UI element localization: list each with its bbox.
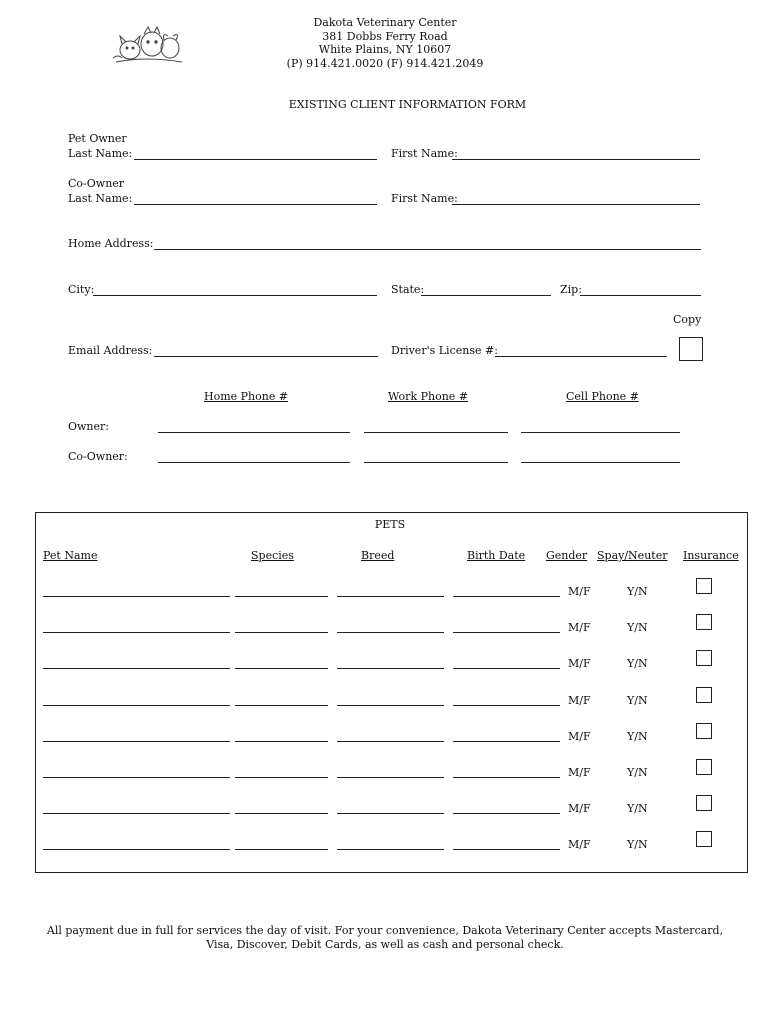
work-phone-header: Work Phone #	[388, 390, 469, 403]
state-label: State:	[391, 283, 425, 296]
co-owner-last-name-label: Last Name:	[68, 192, 133, 205]
spay-neuter-option[interactable]: Y/N	[627, 802, 648, 816]
spay-neuter-option[interactable]: Y/N	[627, 766, 648, 779]
insurance-checkbox[interactable]	[696, 831, 712, 847]
col-breed: Breed	[361, 549, 395, 562]
drivers-license-field[interactable]	[495, 356, 667, 357]
clinic-street: 381 Dobbs Ferry Road	[322, 29, 448, 43]
payment-note-line2: Visa, Discover, Debit Cards, as well as cash and personal check.	[206, 938, 564, 951]
spay-neuter-option[interactable]: Y/N	[627, 657, 648, 671]
spay-neuter-option[interactable]: Y/N	[627, 729, 648, 743]
gender-option[interactable]: M/F	[568, 693, 591, 707]
spay-neuter-option[interactable]: Y/N	[627, 838, 648, 852]
owner-first-name-field[interactable]	[452, 159, 700, 160]
owner-label: Pet Owner	[68, 132, 127, 145]
birth-date-field[interactable]	[453, 668, 560, 669]
payment-note	[20, 924, 750, 952]
cell-phone-header: Cell Phone #	[566, 390, 639, 403]
gender-option[interactable]: M/F	[568, 585, 591, 598]
insurance-checkbox[interactable]	[696, 578, 712, 594]
pet-name-field[interactable]	[43, 777, 230, 778]
clinic-phones: (P) 914.421.0020 (F) 914.421.2049	[286, 56, 484, 70]
email-field[interactable]	[154, 356, 378, 357]
city-label: City:	[68, 283, 95, 296]
co-owner-work-phone-field[interactable]	[364, 462, 508, 463]
owner-phone-label: Owner:	[68, 420, 109, 433]
pet-name-field[interactable]	[43, 741, 230, 742]
breed-field[interactable]	[337, 668, 444, 669]
birth-date-field[interactable]	[453, 813, 560, 814]
gender-option[interactable]: M/F	[568, 802, 591, 816]
species-field[interactable]	[235, 849, 328, 850]
species-field[interactable]	[235, 632, 328, 633]
col-gender: Gender	[546, 549, 588, 562]
pet-name-field[interactable]	[43, 849, 230, 850]
breed-field[interactable]	[337, 777, 444, 778]
insurance-checkbox[interactable]	[696, 650, 712, 666]
state-field[interactable]	[421, 295, 551, 296]
insurance-checkbox[interactable]	[696, 723, 712, 739]
pet-name-field[interactable]	[43, 596, 230, 597]
gender-option[interactable]: M/F	[568, 766, 591, 779]
owner-cell-phone-field[interactable]	[521, 432, 680, 433]
gender-option[interactable]: M/F	[568, 657, 591, 671]
clinic-header	[235, 16, 535, 70]
pets-title: PETS	[374, 518, 406, 531]
clinic-logo	[110, 22, 185, 67]
pet-name-field[interactable]	[43, 705, 230, 706]
spay-neuter-option[interactable]: Y/N	[627, 693, 648, 707]
species-field[interactable]	[235, 596, 328, 597]
city-field[interactable]	[93, 295, 377, 296]
co-owner-last-name-field[interactable]	[134, 204, 377, 205]
co-owner-home-phone-field[interactable]	[158, 462, 350, 463]
breed-field[interactable]	[337, 632, 444, 633]
species-field[interactable]	[235, 813, 328, 814]
insurance-checkbox[interactable]	[696, 614, 712, 630]
birth-date-field[interactable]	[453, 849, 560, 850]
col-pet-name: Pet Name	[43, 549, 98, 562]
birth-date-field[interactable]	[453, 741, 560, 742]
co-owner-label: Co-Owner	[68, 177, 125, 190]
breed-field[interactable]	[337, 596, 444, 597]
pet-name-field[interactable]	[43, 813, 230, 814]
owner-last-name-label: Last Name:	[68, 147, 133, 160]
breed-field[interactable]	[337, 849, 444, 850]
form-title: EXISTING CLIENT INFORMATION FORM	[288, 98, 527, 111]
gender-option[interactable]: M/F	[568, 729, 591, 743]
pet-name-field[interactable]	[43, 668, 230, 669]
co-owner-first-name-field[interactable]	[452, 204, 700, 205]
co-owner-cell-phone-field[interactable]	[521, 462, 680, 463]
spay-neuter-option[interactable]: Y/N	[627, 621, 648, 635]
clinic-name: Dakota Veterinary Center	[313, 16, 457, 29]
species-field[interactable]	[235, 668, 328, 669]
pet-name-field[interactable]	[43, 632, 230, 633]
col-birth-date: Birth Date	[467, 549, 526, 562]
birth-date-field[interactable]	[453, 705, 560, 706]
home-address-field[interactable]	[154, 249, 701, 250]
owner-first-name-label: First Name:	[391, 147, 458, 160]
birth-date-field[interactable]	[453, 777, 560, 778]
species-field[interactable]	[235, 705, 328, 706]
species-field[interactable]	[235, 741, 328, 742]
home-address-label: Home Address:	[68, 237, 154, 250]
insurance-checkbox[interactable]	[696, 795, 712, 811]
gender-option[interactable]: M/F	[568, 621, 591, 635]
pets-table	[35, 512, 748, 873]
zip-field[interactable]	[580, 295, 701, 296]
email-label: Email Address:	[68, 344, 153, 357]
owner-last-name-field[interactable]	[134, 159, 377, 160]
insurance-checkbox[interactable]	[696, 687, 712, 703]
spay-neuter-option[interactable]: Y/N	[627, 585, 648, 598]
col-insurance: Insurance	[683, 549, 739, 562]
copy-label: Copy	[673, 313, 702, 326]
insurance-checkbox[interactable]	[696, 759, 712, 775]
birth-date-field[interactable]	[453, 596, 560, 597]
license-copy-checkbox[interactable]	[679, 337, 703, 361]
species-field[interactable]	[235, 777, 328, 778]
owner-work-phone-field[interactable]	[364, 432, 508, 433]
col-species: Species	[251, 549, 294, 562]
col-spay-neuter: Spay/Neuter	[597, 549, 668, 562]
gender-option[interactable]: M/F	[568, 838, 591, 852]
breed-field[interactable]	[337, 741, 444, 742]
clinic-city: White Plains, NY 10607	[318, 43, 452, 56]
birth-date-field[interactable]	[453, 632, 560, 633]
drivers-license-label: Driver's License #:	[391, 344, 498, 357]
owner-home-phone-field[interactable]	[158, 432, 350, 433]
co-owner-phone-label: Co-Owner:	[68, 450, 128, 463]
breed-field[interactable]	[337, 705, 444, 706]
breed-field[interactable]	[337, 813, 444, 814]
payment-note-line1: All payment due in full for services the day of visit. For your convenience, Dakota Veterinary Center accepts Mastercard,	[46, 924, 724, 937]
zip-label: Zip:	[560, 283, 582, 296]
co-owner-first-name-label: First Name:	[391, 192, 458, 205]
pets-logo-icon	[110, 22, 185, 67]
home-phone-header: Home Phone #	[204, 390, 289, 403]
